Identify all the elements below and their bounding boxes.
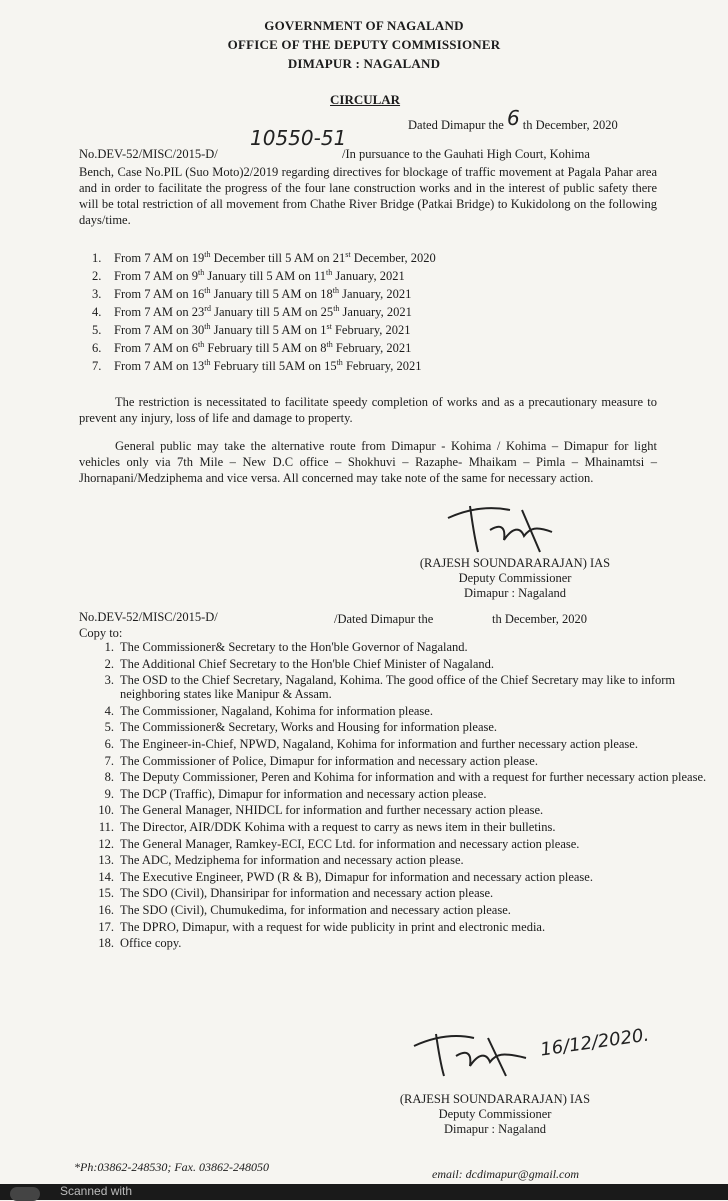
copy-ref-number: No.DEV-52/MISC/2015-D/ — [79, 610, 218, 624]
signatory-name: (RAJESH SOUNDARARAJAN) IAS — [419, 556, 611, 570]
circular-body: Bench, Case No.PIL (Suo Moto)2/2019 regarding directives for blockage of traffic movement at Pagala Pahar area and in order to facilitate the progress of the four lane construction works and in the interest of public safety there will be total restriction of all movement from Chathe River Bridge (Patkai Bridge) to Kukidolong on the following days/time. — [79, 165, 657, 227]
header-government: GOVERNMENT OF NAGALAND — [264, 18, 464, 33]
signatory-place: Dimapur : Nagaland — [463, 586, 567, 600]
copy-item: 7. The Commissioner of Police, Dimapur for information and necessary action please. — [104, 753, 538, 768]
signatory-designation: Deputy Commissioner — [438, 1107, 552, 1121]
header-office: OFFICE OF THE DEPUTY COMMISSIONER — [227, 37, 501, 52]
copy-dated: /Dated Dimapur the — [334, 612, 434, 626]
copy-item: 6. The Engineer-in-Chief, NPWD, Nagaland, Kohima for information and further necessary action please. — [104, 736, 638, 751]
ref-handwritten-number: 10550-51 — [250, 126, 347, 150]
signature-mark — [440, 500, 580, 560]
signatory-designation: Deputy Commissioner — [458, 571, 572, 585]
copy-item: 4. The Commissioner, Nagaland, Kohima for information please. — [104, 703, 433, 718]
circular-title: CIRCULAR — [330, 92, 401, 107]
copy-item: 12. The General Manager, Ramkey-ECI, ECC Ltd. for information and necessary action please. — [98, 836, 580, 851]
copy-item: 3. The OSD to the Chief Secretary, Nagaland, Kohima. The good office of the Chief Secretary may like to inform neighboring states like Manipur & Assam. — [104, 673, 676, 702]
schedule-item: 4. From 7 AM on 23rd January till 5 AM on 25th January, 2021 — [92, 304, 412, 320]
scanner-label: Scanned with — [60, 1184, 133, 1198]
signatory-place: Dimapur : Nagaland — [443, 1122, 547, 1136]
footer-email: email: dcdimapur@gmail.com — [432, 1167, 580, 1181]
copy-item: 17. The DPRO, Dimapur, with a request for wide publicity in print and electronic media. — [98, 919, 546, 934]
copy-item: 5. The Commissioner& Secretary, Works and Housing for information please. — [104, 720, 498, 735]
copy-item: 16. The SDO (Civil), Chumukedima, for information and necessary action please. — [98, 902, 511, 917]
circular-date — [408, 106, 618, 134]
ref-number: No.DEV-52/MISC/2015-D/ — [79, 147, 218, 161]
scanner-logo-icon — [10, 1187, 40, 1201]
signature-block-1 — [390, 556, 640, 601]
copy-list — [90, 640, 710, 953]
footer-phone: *Ph:03862-248530; Fax. 03862-248050 — [74, 1160, 269, 1174]
copy-dated-suffix: th December, 2020 — [492, 612, 587, 626]
signature-block-2 — [370, 1092, 620, 1137]
date-day-handwritten: 6 — [506, 106, 520, 130]
paragraph-restriction: The restriction is necessitated to facilitate speedy completion of works and as a precautionary measure to prevent any injury, loss of life and damage to property. — [79, 395, 657, 425]
copy-item: 15. The SDO (Civil), Dhansiripar for information and necessary action please. — [98, 886, 494, 901]
copy-item: 18. Office copy. — [98, 936, 182, 951]
ref-intro: /In pursuance to the Gauhati High Court, Kohima — [342, 147, 590, 161]
schedule-item: 5. From 7 AM on 30th January till 5 AM on 1st February, 2021 — [92, 322, 411, 338]
copy-item: 14. The Executive Engineer, PWD (R & B), Dimapur for information and necessary action please. — [98, 869, 593, 884]
restriction-schedule — [92, 250, 436, 376]
copy-item: 2. The Additional Chief Secretary to the Hon'ble Chief Minister of Nagaland. — [104, 656, 495, 671]
date-suffix: th December, 2020 — [522, 118, 618, 132]
date-prefix: Dated Dimapur the — [408, 118, 504, 132]
header-location: DIMAPUR : NAGALAND — [287, 56, 441, 71]
copy-item: 13. The ADC, Medziphema for information and necessary action please. — [98, 853, 464, 868]
signature-date-handwritten: 16/12/2020. — [539, 1024, 651, 1061]
schedule-item: 1. From 7 AM on 19th December till 5 AM on 21st December, 2020 — [92, 250, 436, 266]
paragraph-alternative-route: General public may take the alternative route from Dimapur - Kohima / Kohima – Dimapur for light vehicles only via 7th Mile – New D.C office – Shokhuvi – Razaphe- Mhaikam – Pimla – Mhainamtsi – Jhornapani/Medziphema and vice versa. All concerned may take note of the same for necessary action. — [79, 439, 657, 485]
scanner-watermark — [0, 1184, 728, 1200]
copy-item: 8. The Deputy Commissioner, Peren and Kohima for information and with a request for further necessary action please. — [104, 770, 707, 785]
copy-item: 9. The DCP (Traffic), Dimapur for information and necessary action please. — [104, 786, 487, 801]
schedule-item: 7. From 7 AM on 13th February till 5AM on 15th February, 2021 — [92, 358, 422, 374]
schedule-item: 2. From 7 AM on 9th January till 5 AM on 11th January, 2021 — [92, 268, 405, 284]
signatory-name: (RAJESH SOUNDARARAJAN) IAS — [399, 1092, 591, 1106]
schedule-item: 3. From 7 AM on 16th January till 5 AM on 18th January, 2021 — [92, 286, 412, 302]
copy-to-label: Copy to: — [79, 626, 123, 640]
signature-mark-2 — [408, 1024, 538, 1080]
copy-item: 10. The General Manager, NHIDCL for information and further necessary action please. — [98, 803, 544, 818]
schedule-item: 6. From 7 AM on 6th February till 5 AM on 8th February, 2021 — [92, 340, 412, 356]
copy-item: 11. The Director, AIR/DDK Kohima with a request to carry as news item in their bulletins. — [98, 819, 556, 834]
copy-item: 1. The Commissioner& Secretary to the Hon'ble Governor of Nagaland. — [104, 640, 468, 654]
